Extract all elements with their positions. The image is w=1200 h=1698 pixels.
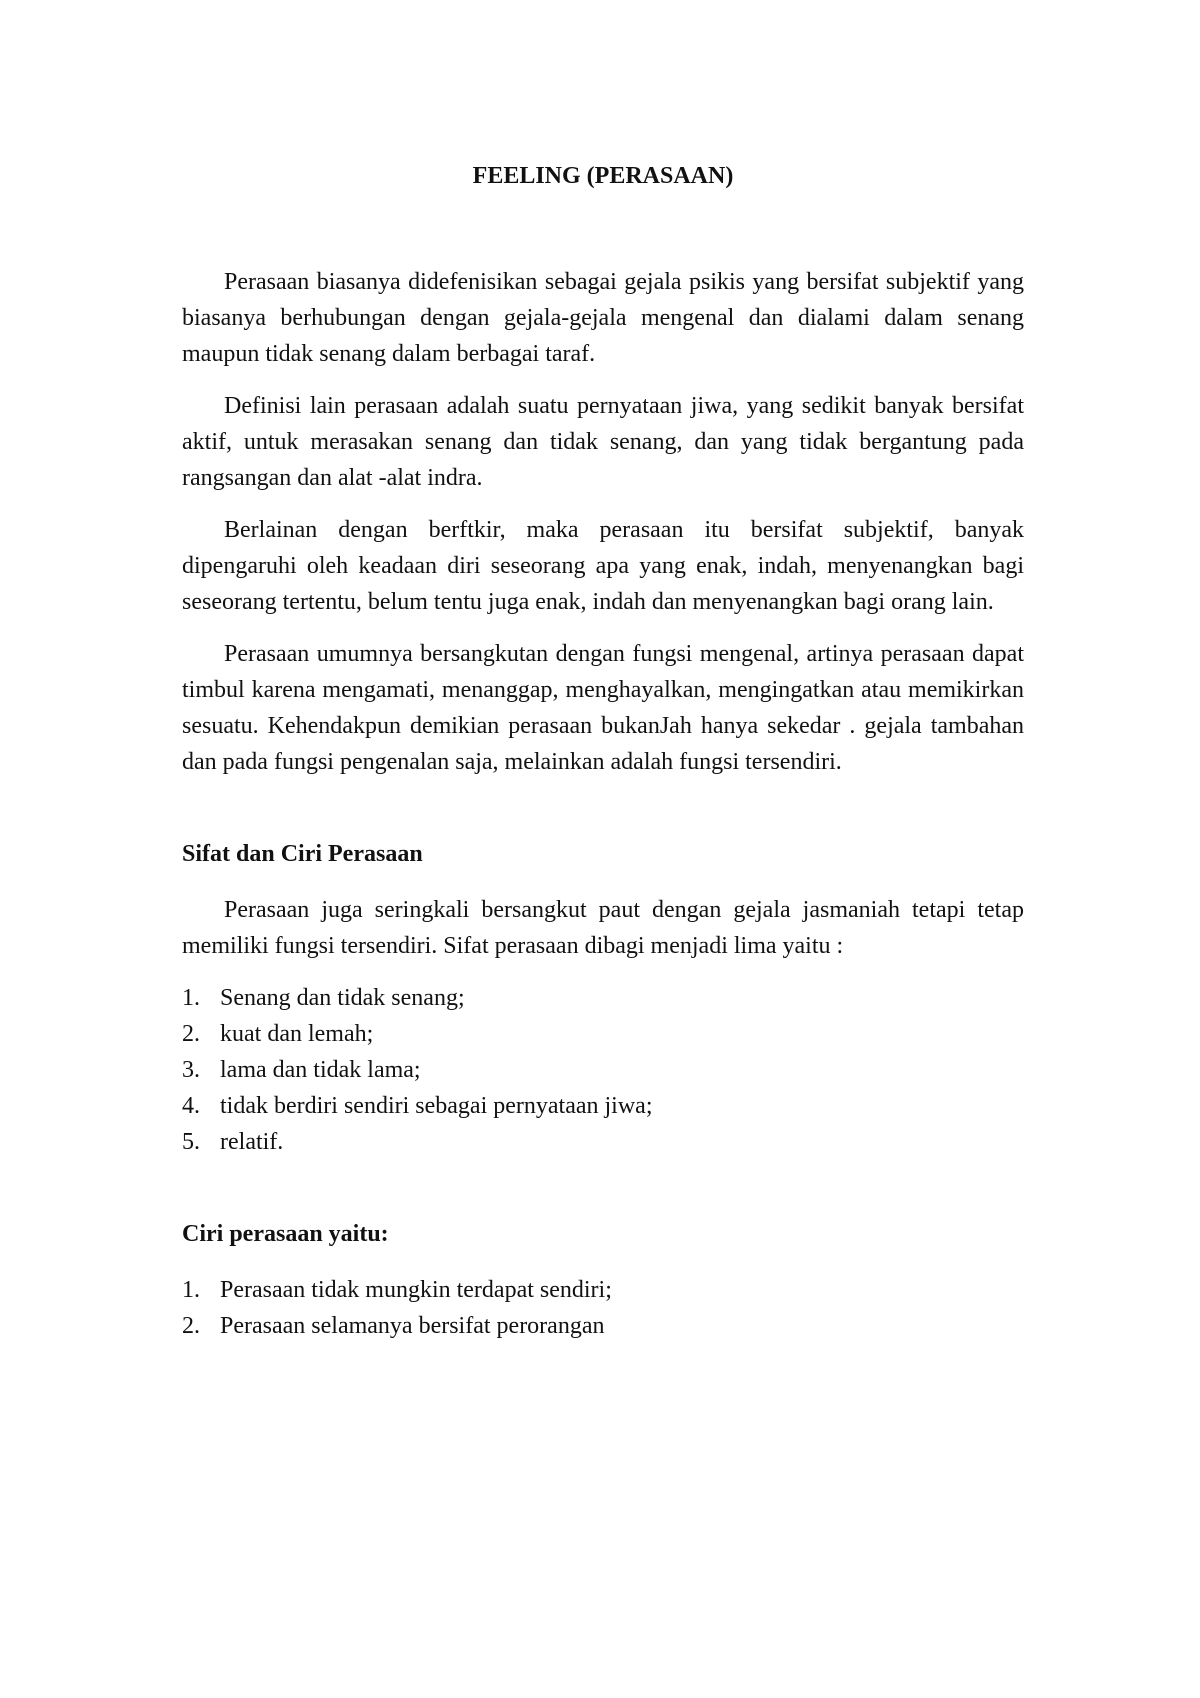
- list-number: 1.: [182, 1277, 200, 1303]
- paragraph-4: Perasaan umumnya bersangkutan dengan fungsi mengenal, artinya perasaan dapat timbul karena mengamati, menanggap, menghayalkan, mengingatkan atau memikirkan sesuatu. Kehendakpun demikian perasaan bukanJah hanya sekedar . gejala tambahan dan pada fungsi pengenalan saja, melainkan adalah fungsi tersendiri.: [182, 641, 1024, 775]
- list-number: 4.: [182, 1093, 200, 1119]
- list-item: [182, 1088, 1024, 1124]
- list-item: [182, 1124, 1024, 1160]
- list-text: Senang dan tidak senang;: [220, 985, 465, 1011]
- list-text: tidak berdiri sendiri sebagai pernyataan jiwa;: [220, 1093, 653, 1119]
- sifat-list: [182, 980, 1024, 1160]
- paragraph-2: Definisi lain perasaan adalah suatu pernyataan jiwa, yang sedikit banyak bersifat aktif, untuk merasakan senang dan tidak senang, dan yang tidak bergantung pada rangsangan dan alat -alat indra.: [182, 393, 1024, 491]
- list-number: 2.: [182, 1021, 200, 1047]
- list-text: Perasaan tidak mungkin terdapat sendiri;: [220, 1277, 612, 1303]
- list-text: Perasaan selamanya bersifat perorangan: [220, 1313, 605, 1339]
- list-item: [182, 980, 1024, 1016]
- document-body: [182, 158, 1024, 1344]
- list-number: 2.: [182, 1313, 200, 1339]
- list-item: [182, 1272, 1024, 1308]
- document-title: FEELING (PERASAAN): [472, 163, 734, 189]
- list-number: 5.: [182, 1129, 200, 1155]
- list-text: kuat dan lemah;: [220, 1021, 374, 1047]
- section-sifat-paragraph: Perasaan juga seringkali bersangkut paut dengan gejala jasmaniah tetapi tetap memiliki fungsi tersendiri. Sifat perasaan dibagi menjadi lima yaitu :: [182, 897, 1024, 959]
- ciri-list: [182, 1272, 1024, 1344]
- list-item: [182, 1308, 1024, 1344]
- list-number: 1.: [182, 985, 200, 1011]
- list-item: [182, 1016, 1024, 1052]
- section-heading-ciri: Ciri perasaan yaitu:: [182, 1221, 389, 1247]
- section-heading-sifat: Sifat dan Ciri Perasaan: [182, 841, 423, 867]
- list-item: [182, 1052, 1024, 1088]
- paragraph-3: Berlainan dengan berftkir, maka perasaan itu bersifat subjektif, banyak dipengaruhi oleh keadaan diri seseorang apa yang enak, indah, menyenangkan bagi seseorang tertentu, belum tentu juga enak, indah dan menyenangkan bagi orang lain.: [182, 517, 1024, 615]
- paragraph-1: Perasaan biasanya didefenisikan sebagai gejala psikis yang bersifat subjektif yang biasanya berhubungan dengan gejala-gejala mengenal dan dialami dalam senang maupun tidak senang dalam berbagai taraf.: [182, 269, 1024, 367]
- list-number: 3.: [182, 1057, 200, 1083]
- list-text: relatif.: [220, 1129, 284, 1155]
- list-text: lama dan tidak lama;: [220, 1057, 421, 1083]
